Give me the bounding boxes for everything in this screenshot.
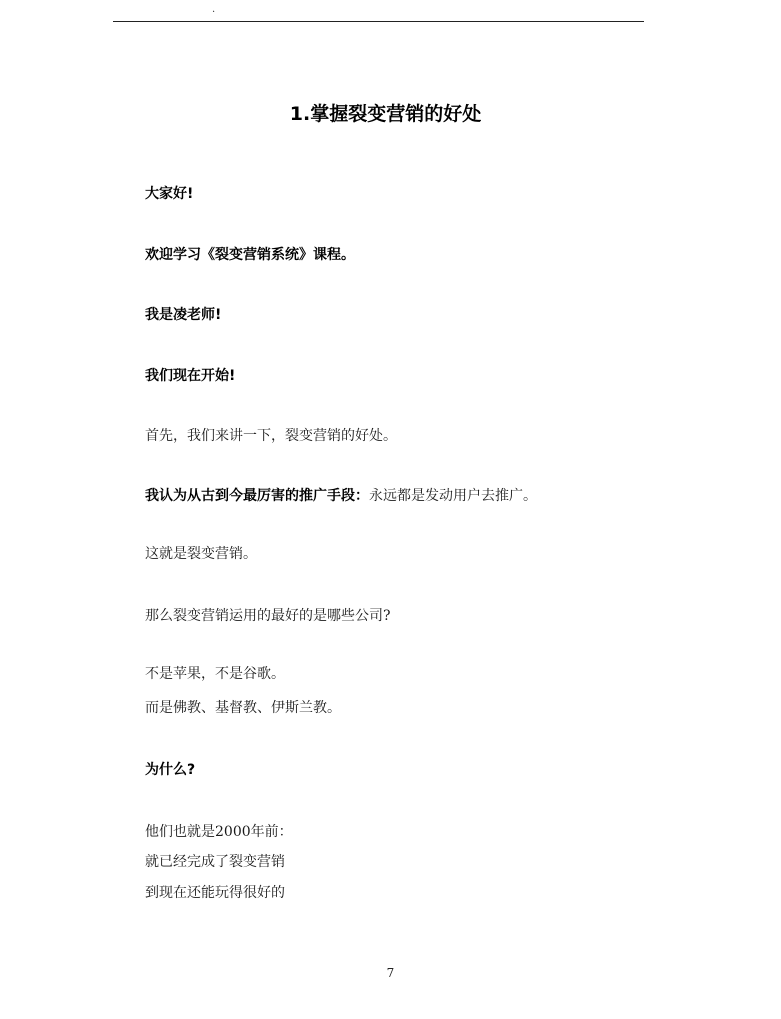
- paragraph-teacher: 我是凌老师!: [145, 307, 222, 323]
- paragraph-completed: 就已经完成了裂变营销: [145, 854, 285, 870]
- paragraph-promotion-normal: 永远都是发动用户去推广。: [369, 488, 537, 504]
- paragraph-promotion: [145, 486, 537, 506]
- header-rule: [113, 21, 644, 22]
- paragraph-welcome: 欢迎学习《裂变营销系统》课程。: [145, 247, 355, 263]
- header-mark: .: [212, 4, 216, 15]
- paragraph-not-apple-google: 不是苹果，不是谷歌。: [145, 666, 285, 682]
- paragraph-definition: 这就是裂变营销。: [145, 546, 257, 562]
- paragraph-religions: 而是佛教、基督教、伊斯兰教。: [145, 700, 341, 716]
- paragraph-still-good: 到现在还能玩得很好的: [145, 885, 285, 901]
- paragraph-greeting: 大家好!: [145, 186, 194, 202]
- paragraph-promotion-bold: 我认为从古到今最厉害的推广手段：: [145, 488, 369, 504]
- page-number: 7: [386, 966, 395, 980]
- paragraph-start: 我们现在开始!: [145, 368, 236, 384]
- paragraph-question-companies: 那么裂变营销运用的最好的是哪些公司?: [145, 608, 391, 624]
- paragraph-2000-years: 他们也就是2000年前：: [145, 824, 293, 840]
- paragraph-intro: 首先，我们来讲一下，裂变营销的好处。: [145, 428, 397, 444]
- paragraph-why: 为什么?: [145, 762, 196, 778]
- page-title: 1.掌握裂变营销的好处: [289, 103, 482, 125]
